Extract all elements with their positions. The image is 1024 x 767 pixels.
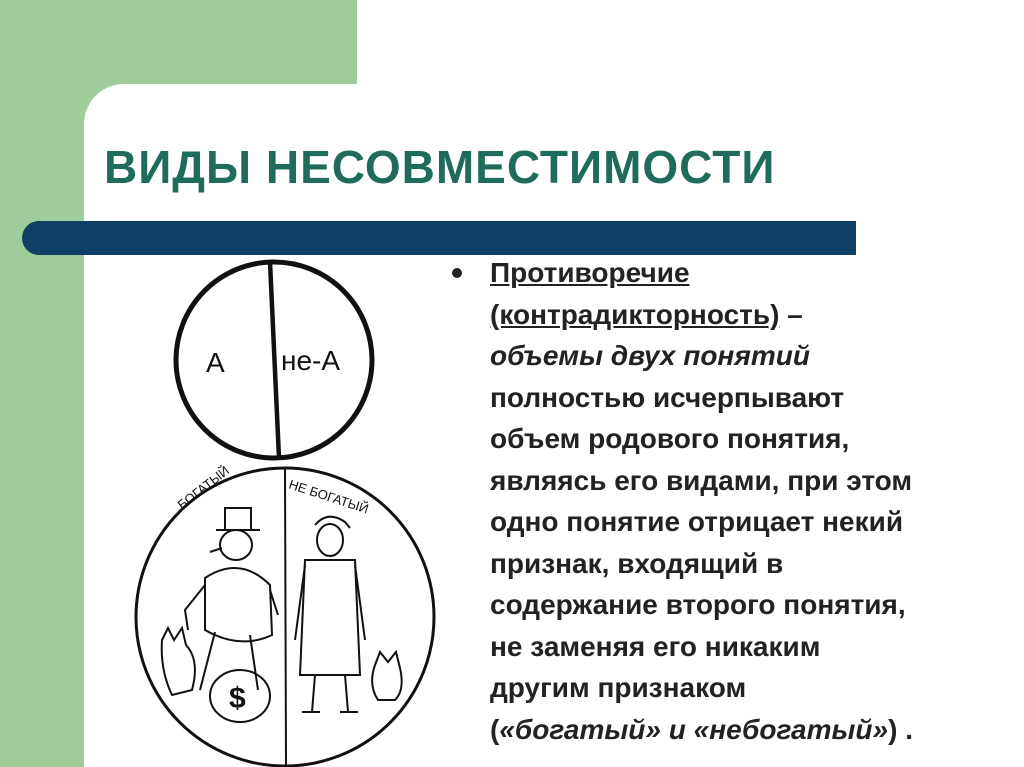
cap xyxy=(315,517,350,528)
left-cat-figure xyxy=(162,628,195,695)
dollar-sign: $ xyxy=(229,682,246,715)
rich-man-head xyxy=(220,530,252,560)
rich-man-body xyxy=(205,568,272,641)
poor-man-coat xyxy=(300,560,360,675)
term-line-1: Противоречие xyxy=(490,257,690,288)
definition-text xyxy=(490,252,1020,750)
money-bag xyxy=(210,670,270,722)
body-line-9: содержание второго понятия, xyxy=(490,589,906,620)
top-hat xyxy=(225,508,251,530)
rich-man-figure xyxy=(185,508,278,690)
paren-close: ) . xyxy=(888,713,913,745)
term-dash: – xyxy=(779,298,803,330)
body-line-8: признак, входящий в xyxy=(490,547,784,579)
term-line-2 xyxy=(490,294,1020,336)
bullet-dot xyxy=(452,268,462,278)
body-line-12 xyxy=(490,709,1020,751)
euler-diagram xyxy=(176,262,372,458)
rich-illustration xyxy=(136,463,434,766)
euler-divider xyxy=(270,262,279,458)
body-line-6: являясь его видами, при этом xyxy=(490,464,913,496)
body-line-3: объемы двух понятий xyxy=(490,340,810,371)
body-line-4: полностью исчерпывают xyxy=(490,381,845,413)
body-line-5: объем родового понятия, xyxy=(490,423,850,454)
body-line-7: одно понятие отрицает некий xyxy=(490,506,904,537)
body-line-11: другим признаком xyxy=(490,672,747,703)
illustration-divider xyxy=(285,468,286,766)
label-not-a: не-А xyxy=(281,345,341,376)
label-a: А xyxy=(206,347,225,378)
poor-man-head xyxy=(317,524,343,556)
paren-open: ( xyxy=(490,713,500,745)
body-line-10: не заменяя его никаким xyxy=(490,630,821,662)
label-not-rich: НЕ БОГАТЫЙ xyxy=(287,476,371,517)
label-rich: БОГАТЫЙ xyxy=(174,462,233,513)
poor-man-figure xyxy=(295,517,365,712)
right-cat-figure xyxy=(372,652,402,700)
slide-title: ВИДЫ НЕСОВМЕСТИМОСТИ xyxy=(104,141,776,193)
example-pair: «богатый» и «небогатый» xyxy=(499,713,889,745)
term-contradictory: (контрадикторность) xyxy=(490,298,780,330)
